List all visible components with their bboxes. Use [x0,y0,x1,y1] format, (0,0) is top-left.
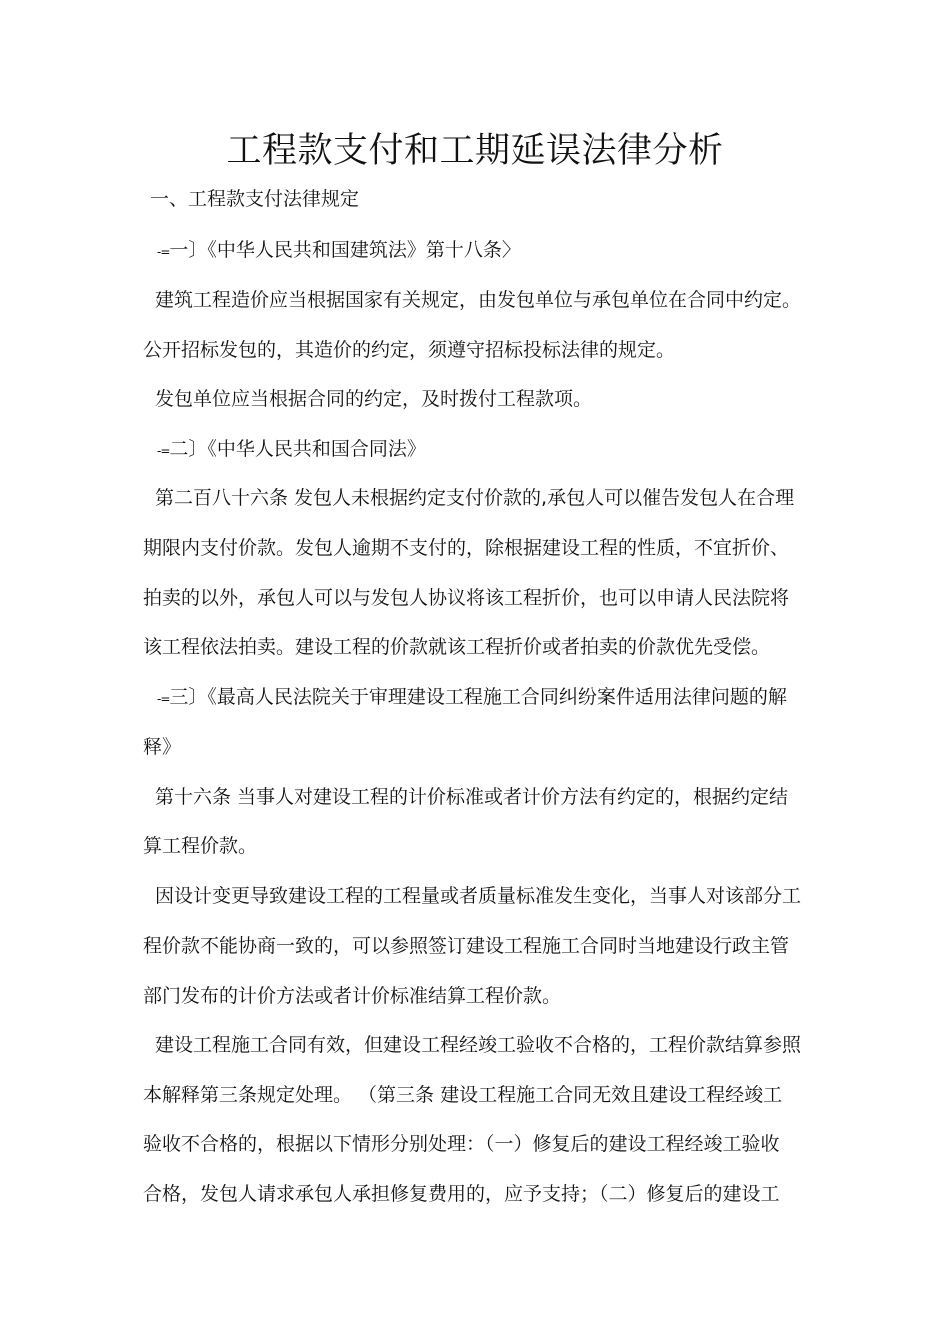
paragraph-line: 本解释第三条规定处理。 （第三条 建设工程施工合同无效且建设工程经竣工 [143,1084,783,1106]
paragraph-line: 部门发布的计价方法或者计价标准结算工程价款。 [143,985,562,1007]
paragraph-line: 因设计变更导致建设工程的工程量或者质量标准发生变化，当事人对该部分工 [155,885,802,907]
subsection-heading-text: 三〕《最高人民法院关于审理建设工程施工合同纠纷案件适用法律问题的解 [169,686,787,708]
subsection-heading-2 [157,436,426,464]
paragraph-line: 公开招标发包的，其造价的约定，须遵守招标投标法律的规定。 [143,339,676,361]
paragraph-line: 算工程价款。 [143,835,258,857]
paragraph-line: 程价款不能协商一致的，可以参照签订建设工程施工合同时当地建设行政主管 [143,935,790,957]
paragraph-line: 验收不合格的，根据以下情形分别处理：（一）修复后的建设工程经竣工验收 [143,1133,780,1155]
document-title: 工程款支付和工期延误法律分析 [226,131,724,171]
paragraph-line: 拍卖的以外，承包人可以与发包人协议将该工程折价，也可以申请人民法院将 [143,587,790,609]
paragraph-line: 该工程依法拍卖。建设工程的价款就该工程折价或者拍卖的价款优先受偿。 [143,636,771,658]
subsection-heading-1 [157,237,521,265]
subsection-heading-3 [157,684,787,712]
paragraph-line: 期限内支付价款。发包人逾期不支付的，除根据建设工程的性质，不宜折价、 [143,537,790,559]
subsection-heading-text: 一〕《中华人民共和国建筑法》第十八条〉 [169,239,521,261]
paragraph-line: 第十六条 当事人对建设工程的计价标准或者计价方法有约定的，根据约定结 [155,786,789,808]
list-marker: -= [157,245,170,259]
paragraph-line: 第二百八十六条 发包人未根据约定支付价款的,承包人可以催告发包人在合理 [155,487,795,509]
list-marker: -= [157,692,170,706]
paragraph-line: 建设工程施工合同有效，但建设工程经竣工验收不合格的，工程价款结算参照 [155,1034,802,1056]
list-marker: -= [157,444,170,458]
subsection-heading-text: 二〕《中华人民共和国合同法》 [169,438,426,460]
paragraph-line: 建筑工程造价应当根据国家有关规定，由发包单位与承包单位在合同中约定。 [155,289,802,311]
subsection-heading-continuation: 释》 [143,736,182,758]
paragraph-line: 合格，发包人请求承包人承担修复费用的，应予支持；（二）修复后的建设工 [143,1183,780,1205]
paragraph-line: 发包单位应当根据合同的约定，及时拨付工程款项。 [155,388,593,410]
section-heading: 一、工程款支付法律规定 [150,188,360,210]
